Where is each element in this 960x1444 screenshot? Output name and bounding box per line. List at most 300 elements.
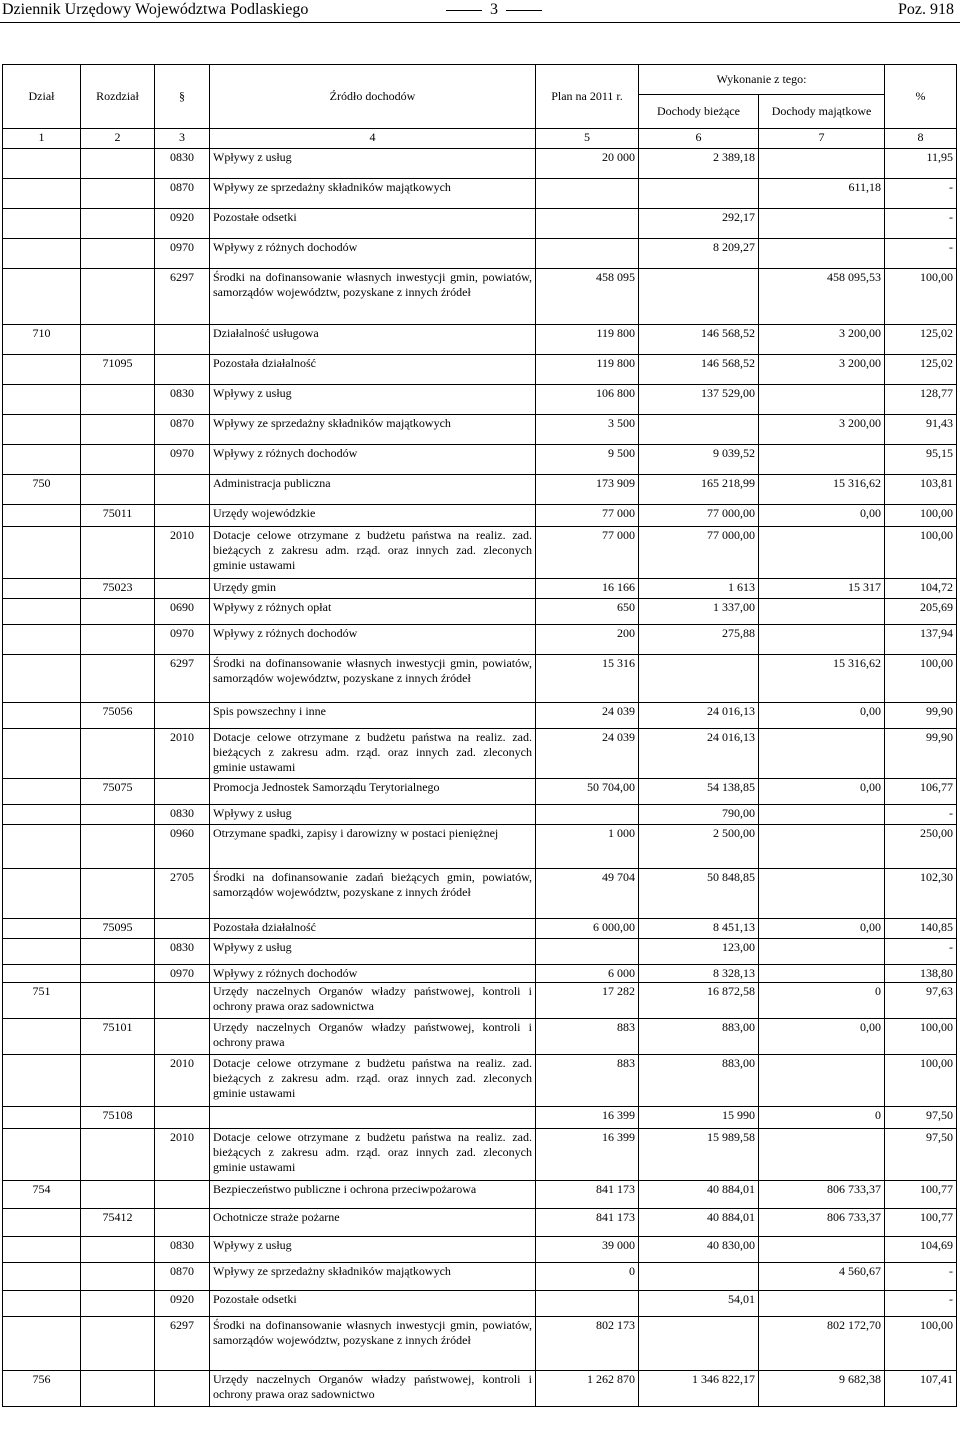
cell-asset-income (759, 149, 885, 179)
cell-current-income: 24 016,13 (639, 703, 759, 729)
cell-paragraph (155, 779, 210, 805)
cell-paragraph: 0870 (155, 415, 210, 445)
cell-rozdzial (81, 149, 155, 179)
table-row (3, 805, 957, 825)
cell-percent: 103,81 (885, 475, 957, 505)
cell-rozdzial (81, 239, 155, 269)
header-row-1 (3, 65, 957, 95)
table-row (3, 919, 957, 939)
cell-source: Wpływy ze sprzedażny składników majątkowych (210, 179, 536, 209)
cell-paragraph: 0690 (155, 599, 210, 625)
table-row (3, 269, 957, 325)
cell-dzial (3, 703, 81, 729)
cell-source: Wpływy z różnych dochodów (210, 445, 536, 475)
cell-dzial (3, 655, 81, 703)
cell-plan: 1 000 (536, 825, 639, 869)
cell-source: Ochotnicze straże pożarne (210, 1209, 536, 1237)
cell-dzial (3, 625, 81, 655)
table-row (3, 1107, 957, 1129)
table-row (3, 825, 957, 869)
cell-current-income (639, 1317, 759, 1371)
cell-plan: 24 039 (536, 729, 639, 779)
table-row (3, 445, 957, 475)
cell-paragraph: 0920 (155, 1291, 210, 1317)
cell-plan: 6 000 (536, 965, 639, 983)
cell-percent: - (885, 1291, 957, 1317)
cell-percent: 100,00 (885, 655, 957, 703)
table-row (3, 939, 957, 965)
cell-asset-income: 0 (759, 1107, 885, 1129)
cell-rozdzial (81, 385, 155, 415)
cell-percent: 140,85 (885, 919, 957, 939)
cell-dzial (3, 1263, 81, 1291)
cell-percent: 128,77 (885, 385, 957, 415)
cell-dzial (3, 149, 81, 179)
cell-percent: - (885, 939, 957, 965)
cell-asset-income (759, 445, 885, 475)
cell-current-income (639, 655, 759, 703)
cell-current-income: 1 346 822,17 (639, 1371, 759, 1407)
cell-current-income: 146 568,52 (639, 355, 759, 385)
cell-dzial (3, 599, 81, 625)
column-number-row (3, 129, 957, 149)
cell-source: Wpływy z usług (210, 149, 536, 179)
cell-percent: 100,00 (885, 527, 957, 579)
cell-dzial (3, 779, 81, 805)
cell-dzial (3, 179, 81, 209)
cell-plan: 200 (536, 625, 639, 655)
cell-dzial (3, 939, 81, 965)
col-number: 5 (536, 129, 639, 149)
cell-paragraph: 0830 (155, 805, 210, 825)
cell-current-income: 77 000,00 (639, 505, 759, 527)
cell-paragraph: 0920 (155, 209, 210, 239)
cell-rozdzial (81, 625, 155, 655)
cell-dzial (3, 919, 81, 939)
cell-current-income: 50 848,85 (639, 869, 759, 919)
col-number: 1 (3, 129, 81, 149)
cell-current-income: 146 568,52 (639, 325, 759, 355)
col-header-rozdzial: Rozdział (81, 65, 155, 129)
cell-dzial (3, 729, 81, 779)
cell-asset-income: 9 682,38 (759, 1371, 885, 1407)
cell-percent: 100,00 (885, 505, 957, 527)
cell-plan (536, 939, 639, 965)
cell-asset-income: 0,00 (759, 703, 885, 729)
cell-paragraph: 0830 (155, 939, 210, 965)
cell-current-income: 2 389,18 (639, 149, 759, 179)
cell-rozdzial (81, 415, 155, 445)
cell-asset-income (759, 527, 885, 579)
cell-current-income (639, 269, 759, 325)
cell-percent: 205,69 (885, 599, 957, 625)
cell-plan: 173 909 (536, 475, 639, 505)
cell-plan: 802 173 (536, 1317, 639, 1371)
cell-source: Spis powszechny i inne (210, 703, 536, 729)
cell-asset-income: 0,00 (759, 1019, 885, 1055)
cell-current-income (639, 1263, 759, 1291)
cell-plan: 119 800 (536, 325, 639, 355)
cell-percent: 100,00 (885, 1055, 957, 1107)
cell-paragraph (155, 475, 210, 505)
col-header-percent: % (885, 65, 957, 129)
cell-dzial (3, 527, 81, 579)
cell-source: Urzędy wojewódzkie (210, 505, 536, 527)
table-row (3, 1371, 957, 1407)
cell-asset-income: 806 733,37 (759, 1209, 885, 1237)
cell-dzial: 750 (3, 475, 81, 505)
cell-dzial (3, 1237, 81, 1263)
table-row (3, 1055, 957, 1107)
cell-percent: 102,30 (885, 869, 957, 919)
col-number: 2 (81, 129, 155, 149)
table-body (3, 149, 957, 1407)
cell-current-income: 790,00 (639, 805, 759, 825)
cell-source: Wpływy z różnych dochodów (210, 239, 536, 269)
cell-paragraph: 0830 (155, 1237, 210, 1263)
table-row (3, 527, 957, 579)
cell-current-income: 40 830,00 (639, 1237, 759, 1263)
cell-paragraph: 0970 (155, 965, 210, 983)
cell-dzial: 756 (3, 1371, 81, 1407)
table-row (3, 505, 957, 527)
table-row (3, 779, 957, 805)
cell-percent: 100,00 (885, 1317, 957, 1371)
cell-source: Promocja Jednostek Samorządu Terytorialnego (210, 779, 536, 805)
cell-plan (536, 179, 639, 209)
col-header-plan: Plan na 2011 r. (536, 65, 639, 129)
cell-paragraph (155, 983, 210, 1019)
cell-percent: - (885, 179, 957, 209)
cell-plan: 119 800 (536, 355, 639, 385)
cell-rozdzial (81, 1371, 155, 1407)
cell-current-income: 883,00 (639, 1019, 759, 1055)
dash-right (506, 10, 542, 11)
cell-rozdzial: 75095 (81, 919, 155, 939)
cell-paragraph: 2010 (155, 1129, 210, 1181)
cell-current-income: 123,00 (639, 939, 759, 965)
table-row (3, 149, 957, 179)
cell-current-income: 1 337,00 (639, 599, 759, 625)
table-row (3, 1181, 957, 1209)
cell-source: Wpływy ze sprzedażny składników majątkowych (210, 1263, 536, 1291)
cell-dzial (3, 385, 81, 415)
cell-rozdzial: 75412 (81, 1209, 155, 1237)
cell-asset-income: 3 200,00 (759, 415, 885, 445)
cell-percent: 97,63 (885, 983, 957, 1019)
cell-plan: 39 000 (536, 1237, 639, 1263)
cell-dzial (3, 1209, 81, 1237)
cell-percent: 99,90 (885, 729, 957, 779)
cell-asset-income (759, 965, 885, 983)
cell-paragraph (155, 579, 210, 599)
cell-dzial: 754 (3, 1181, 81, 1209)
cell-plan: 3 500 (536, 415, 639, 445)
cell-source: Dotacje celowe otrzymane z budżetu państwa na realiz. zad. bieżących z zakresu adm. rząd. oraz innych zad. zleconych gminie ustawami (210, 527, 536, 579)
col-number: 3 (155, 129, 210, 149)
cell-rozdzial: 75101 (81, 1019, 155, 1055)
cell-source: Wpływy z usług (210, 939, 536, 965)
cell-current-income: 24 016,13 (639, 729, 759, 779)
cell-source: Wpływy z różnych dochodów (210, 625, 536, 655)
cell-current-income: 15 990 (639, 1107, 759, 1129)
table-row (3, 355, 957, 385)
cell-percent: 138,80 (885, 965, 957, 983)
cell-asset-income: 458 095,53 (759, 269, 885, 325)
table-row (3, 385, 957, 415)
col-number: 4 (210, 129, 536, 149)
cell-percent: 104,69 (885, 1237, 957, 1263)
cell-current-income: 16 872,58 (639, 983, 759, 1019)
cell-source: Wpływy ze sprzedażny składników majątkowych (210, 415, 536, 445)
cell-plan: 49 704 (536, 869, 639, 919)
cell-source: Środki na dofinansowanie własnych inwestycji gmin, powiatów, samorządów województw, pozyskane z innych źródeł (210, 655, 536, 703)
cell-percent: - (885, 1263, 957, 1291)
cell-percent: - (885, 805, 957, 825)
cell-dzial (3, 445, 81, 475)
cell-percent: 95,15 (885, 445, 957, 475)
cell-rozdzial: 75075 (81, 779, 155, 805)
cell-asset-income: 0,00 (759, 779, 885, 805)
cell-asset-income: 0,00 (759, 919, 885, 939)
table-row (3, 1317, 957, 1371)
cell-rozdzial (81, 475, 155, 505)
cell-rozdzial: 75108 (81, 1107, 155, 1129)
cell-rozdzial (81, 939, 155, 965)
cell-plan: 106 800 (536, 385, 639, 415)
cell-source: Wpływy z różnych opłat (210, 599, 536, 625)
cell-current-income: 275,88 (639, 625, 759, 655)
cell-rozdzial (81, 655, 155, 703)
cell-dzial (3, 355, 81, 385)
cell-rozdzial (81, 599, 155, 625)
cell-plan: 883 (536, 1055, 639, 1107)
table-row (3, 209, 957, 239)
cell-source: Środki na dofinansowanie własnych inwestycji gmin, powiatów, samorządów województw, pozyskane z innych źródeł (210, 269, 536, 325)
cell-rozdzial (81, 825, 155, 869)
cell-paragraph: 2705 (155, 869, 210, 919)
cell-dzial (3, 1317, 81, 1371)
cell-asset-income: 806 733,37 (759, 1181, 885, 1209)
cell-dzial (3, 269, 81, 325)
cell-rozdzial (81, 1237, 155, 1263)
cell-percent: 97,50 (885, 1129, 957, 1181)
cell-current-income: 883,00 (639, 1055, 759, 1107)
cell-source: Wpływy z usług (210, 1237, 536, 1263)
journal-title: Dziennik Urzędowy Województwa Podlaskiego (2, 1, 309, 18)
cell-percent: - (885, 239, 957, 269)
col-number: 8 (885, 129, 957, 149)
cell-dzial (3, 1107, 81, 1129)
page-header (0, 0, 960, 24)
cell-source: Wpływy z usług (210, 385, 536, 415)
cell-plan (536, 1291, 639, 1317)
cell-source: Urzędy naczelnych Organów władzy państwowej, kontroli i ochrony prawa (210, 1019, 536, 1055)
cell-current-income: 40 884,01 (639, 1181, 759, 1209)
cell-asset-income (759, 805, 885, 825)
cell-asset-income (759, 599, 885, 625)
cell-rozdzial (81, 1317, 155, 1371)
col-header-wykonanie: Wykonanie z tego: (639, 65, 885, 95)
cell-plan: 841 173 (536, 1181, 639, 1209)
cell-paragraph: 0970 (155, 239, 210, 269)
cell-current-income: 1 613 (639, 579, 759, 599)
table-row (3, 579, 957, 599)
cell-plan: 77 000 (536, 505, 639, 527)
cell-current-income: 8 451,13 (639, 919, 759, 939)
cell-asset-income: 611,18 (759, 179, 885, 209)
cell-paragraph (155, 1019, 210, 1055)
table-row (3, 1263, 957, 1291)
cell-source: Dotacje celowe otrzymane z budżetu państwa na realiz. zad. bieżących z zakresu adm. rząd. oraz innych zad. zleconych gminie ustawami (210, 1055, 536, 1107)
cell-dzial (3, 965, 81, 983)
cell-paragraph (155, 1209, 210, 1237)
cell-paragraph (155, 1371, 210, 1407)
cell-percent: 100,00 (885, 1019, 957, 1055)
cell-rozdzial (81, 1181, 155, 1209)
cell-paragraph: 0970 (155, 625, 210, 655)
cell-paragraph (155, 1181, 210, 1209)
cell-rozdzial: 71095 (81, 355, 155, 385)
cell-rozdzial (81, 1129, 155, 1181)
cell-rozdzial (81, 179, 155, 209)
cell-plan (536, 805, 639, 825)
cell-paragraph: 0830 (155, 149, 210, 179)
table-row (3, 625, 957, 655)
cell-plan: 15 316 (536, 655, 639, 703)
cell-rozdzial (81, 1055, 155, 1107)
col-header-dochody-majatkowe: Dochody majątkowe (759, 95, 885, 129)
col-header-paragraph: § (155, 65, 210, 129)
cell-plan: 20 000 (536, 149, 639, 179)
cell-asset-income: 15 316,62 (759, 655, 885, 703)
cell-asset-income: 3 200,00 (759, 355, 885, 385)
cell-paragraph: 0830 (155, 385, 210, 415)
cell-paragraph: 2010 (155, 729, 210, 779)
cell-source: Urzędy gmin (210, 579, 536, 599)
cell-rozdzial (81, 805, 155, 825)
cell-percent: 137,94 (885, 625, 957, 655)
cell-rozdzial (81, 983, 155, 1019)
cell-dzial (3, 415, 81, 445)
table-row (3, 1129, 957, 1181)
cell-plan: 0 (536, 1263, 639, 1291)
cell-percent: 11,95 (885, 149, 957, 179)
cell-rozdzial (81, 729, 155, 779)
table-row (3, 703, 957, 729)
cell-dzial (3, 869, 81, 919)
cell-source: Dotacje celowe otrzymane z budżetu państwa na realiz. zad. bieżących z zakresu adm. rząd. oraz innych zad. zleconych gminie ustawami (210, 729, 536, 779)
cell-source: Pozostałe odsetki (210, 209, 536, 239)
col-number: 6 (639, 129, 759, 149)
cell-asset-income: 3 200,00 (759, 325, 885, 355)
col-number: 7 (759, 129, 885, 149)
cell-percent: 99,90 (885, 703, 957, 729)
cell-plan: 458 095 (536, 269, 639, 325)
dash-left (446, 10, 482, 11)
cell-percent: 100,77 (885, 1209, 957, 1237)
cell-paragraph: 2010 (155, 527, 210, 579)
cell-asset-income (759, 1055, 885, 1107)
cell-current-income: 2 500,00 (639, 825, 759, 869)
cell-rozdzial (81, 209, 155, 239)
table-row (3, 599, 957, 625)
cell-asset-income (759, 385, 885, 415)
cell-plan: 883 (536, 1019, 639, 1055)
cell-current-income: 8 328,13 (639, 965, 759, 983)
cell-asset-income (759, 939, 885, 965)
cell-source: Środki na dofinansowanie własnych inwestycji gmin, powiatów, samorządów województw, pozyskane z innych źródeł (210, 1317, 536, 1371)
cell-asset-income (759, 1237, 885, 1263)
cell-rozdzial (81, 445, 155, 475)
cell-paragraph (155, 1107, 210, 1129)
cell-source: Działalność usługowa (210, 325, 536, 355)
cell-dzial (3, 1129, 81, 1181)
col-header-dochody-biezace: Dochody bieżące (639, 95, 759, 129)
cell-percent: 125,02 (885, 325, 957, 355)
cell-rozdzial (81, 869, 155, 919)
cell-source: Administracja publiczna (210, 475, 536, 505)
cell-rozdzial (81, 1263, 155, 1291)
cell-plan: 9 500 (536, 445, 639, 475)
cell-paragraph: 6297 (155, 269, 210, 325)
cell-asset-income (759, 825, 885, 869)
cell-rozdzial (81, 325, 155, 355)
cell-current-income: 15 989,58 (639, 1129, 759, 1181)
cell-plan: 24 039 (536, 703, 639, 729)
cell-rozdzial (81, 527, 155, 579)
cell-plan: 17 282 (536, 983, 639, 1019)
table-row (3, 869, 957, 919)
cell-rozdzial: 75023 (81, 579, 155, 599)
cell-asset-income: 0 (759, 983, 885, 1019)
cell-percent: 100,00 (885, 269, 957, 325)
cell-asset-income (759, 239, 885, 269)
header-rule (0, 22, 960, 23)
cell-dzial (3, 825, 81, 869)
cell-current-income: 40 884,01 (639, 1209, 759, 1237)
cell-paragraph: 0870 (155, 1263, 210, 1291)
cell-plan (536, 209, 639, 239)
cell-paragraph: 6297 (155, 655, 210, 703)
table-row (3, 1019, 957, 1055)
cell-percent: - (885, 209, 957, 239)
cell-percent: 100,77 (885, 1181, 957, 1209)
cell-source: Pozostałe odsetki (210, 1291, 536, 1317)
cell-current-income: 8 209,27 (639, 239, 759, 269)
cell-source: Pozostała działalność (210, 355, 536, 385)
cell-current-income: 137 529,00 (639, 385, 759, 415)
cell-dzial: 751 (3, 983, 81, 1019)
cell-asset-income: 15 317 (759, 579, 885, 599)
table-row (3, 179, 957, 209)
cell-percent: 107,41 (885, 1371, 957, 1407)
cell-plan (536, 239, 639, 269)
cell-plan: 50 704,00 (536, 779, 639, 805)
col-header-dzial: Dział (3, 65, 81, 129)
table-row (3, 325, 957, 355)
cell-percent: 125,02 (885, 355, 957, 385)
cell-plan: 1 262 870 (536, 1371, 639, 1407)
cell-paragraph (155, 703, 210, 729)
cell-percent: 106,77 (885, 779, 957, 805)
cell-dzial (3, 805, 81, 825)
col-header-zrodlo: Źródło dochodów (210, 65, 536, 129)
cell-plan: 77 000 (536, 527, 639, 579)
cell-rozdzial (81, 269, 155, 325)
page-number: 3 (490, 1, 498, 18)
cell-dzial (3, 505, 81, 527)
